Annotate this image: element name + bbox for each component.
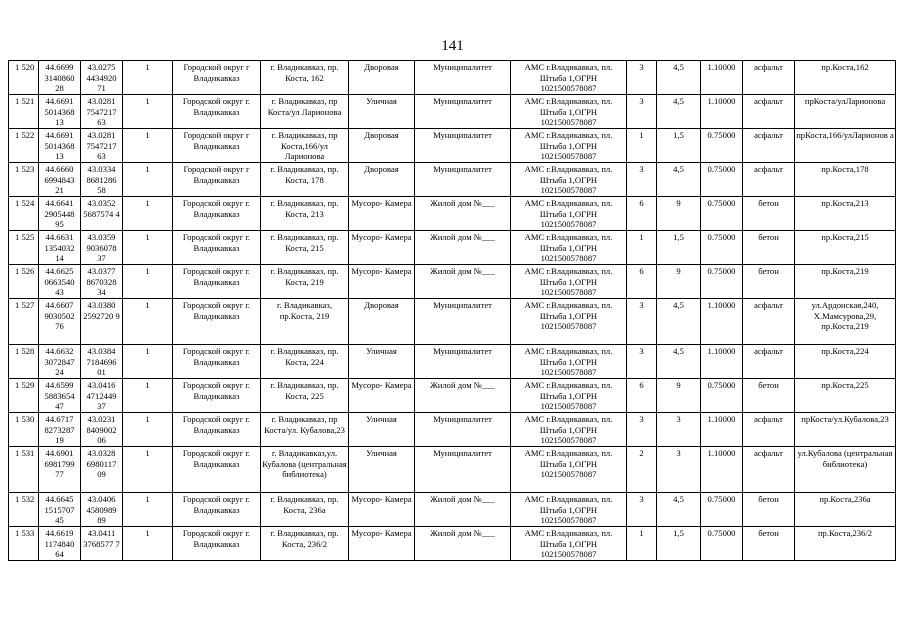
cell-owner: Жилой дом №___ (415, 379, 511, 413)
cell-c2: 1,5 (657, 129, 701, 163)
table-row (9, 95, 896, 129)
cell-admin: АМС г.Владикавказ, пл. Штыба 1,ОГРН 1021500578087 (511, 527, 627, 561)
cell-address: г. Владикавказ, пр Коста/ул Ларионова (261, 95, 349, 129)
table-row (9, 493, 896, 527)
cell-lon: 43.0281 7547217 63 (81, 129, 123, 163)
cell-c2: 4,5 (657, 61, 701, 95)
table-row (9, 265, 896, 299)
cell-admin: АМС г.Владикавказ, пл. Штыба 1,ОГРН 1021500578087 (511, 95, 627, 129)
cell-qty: 1 (123, 527, 173, 561)
cell-surface: бетон (743, 379, 795, 413)
cell-num: 1 527 (9, 299, 39, 345)
cell-ref: пр.Коста,225 (795, 379, 896, 413)
cell-lon: 43.0352 5687574 4 (81, 197, 123, 231)
cell-ref: пр.Коста,215 (795, 231, 896, 265)
cell-admin: АМС г.Владикавказ, пл. Штыба 1,ОГРН 1021500578087 (511, 299, 627, 345)
cell-owner: Жилой дом №___ (415, 197, 511, 231)
cell-admin: АМС г.Владикавказ, пл. Штыба 1,ОГРН 1021500578087 (511, 493, 627, 527)
cell-type: Дворовая (349, 129, 415, 163)
cell-admin: АМС г.Владикавказ, пл. Штыба 1,ОГРН 1021500578087 (511, 163, 627, 197)
cell-c3: 0.75000 (701, 129, 743, 163)
cell-qty: 1 (123, 413, 173, 447)
cell-district: Городской округ г. Владикавказ (173, 345, 261, 379)
cell-c2: 1,5 (657, 527, 701, 561)
cell-num: 1 526 (9, 265, 39, 299)
cell-lon: 43.0334 8681286 58 (81, 163, 123, 197)
cell-lat: 44.6660 6994843 21 (39, 163, 81, 197)
cell-qty: 1 (123, 493, 173, 527)
cell-surface: бетон (743, 197, 795, 231)
table-row (9, 299, 896, 345)
cell-address: г. Владикавказ, пр. Коста, 219 (261, 265, 349, 299)
cell-num: 1 524 (9, 197, 39, 231)
cell-c1: 3 (627, 345, 657, 379)
cell-address: г. Владикавказ, пр. Коста, 213 (261, 197, 349, 231)
cell-lat: 44.6631 1354032 14 (39, 231, 81, 265)
cell-lon: 43.0380 2592720 9 (81, 299, 123, 345)
cell-owner: Муниципалитет (415, 129, 511, 163)
cell-c1: 6 (627, 379, 657, 413)
cell-admin: АМС г.Владикавказ, пл. Штыба 1,ОГРН 1021500578087 (511, 379, 627, 413)
cell-owner: Жилой дом №___ (415, 527, 511, 561)
cell-surface: асфальт (743, 95, 795, 129)
cell-surface: асфальт (743, 413, 795, 447)
page-number: 141 (441, 38, 464, 54)
cell-c1: 2 (627, 447, 657, 493)
cell-num: 1 532 (9, 493, 39, 527)
cell-c3: 1.10000 (701, 345, 743, 379)
cell-qty: 1 (123, 163, 173, 197)
cell-num: 1 525 (9, 231, 39, 265)
cell-owner: Муниципалитет (415, 345, 511, 379)
cell-ref: ул.Ардонская,240, Х.Мамсурова,29, пр.Коста,219 (795, 299, 896, 345)
cell-surface: асфальт (743, 61, 795, 95)
cell-admin: АМС г.Владикавказ, пл. Штыба 1,ОГРН 1021500578087 (511, 345, 627, 379)
cell-c1: 1 (627, 527, 657, 561)
table-row (9, 61, 896, 95)
cell-lon: 43.0275 4434920 71 (81, 61, 123, 95)
cell-address: г. Владикавказ, пр. Коста, 224 (261, 345, 349, 379)
table-row (9, 345, 896, 379)
cell-c1: 3 (627, 299, 657, 345)
cell-surface: асфальт (743, 299, 795, 345)
cell-type: Дворовая (349, 163, 415, 197)
table-row (9, 129, 896, 163)
cell-qty: 1 (123, 61, 173, 95)
cell-lat: 44.6717 8273287 19 (39, 413, 81, 447)
cell-lat: 44.6632 3072847 24 (39, 345, 81, 379)
cell-ref: пр.Коста,219 (795, 265, 896, 299)
cell-c3: 1.10000 (701, 95, 743, 129)
cell-address: г. Владикавказ, пр.Коста, 219 (261, 299, 349, 345)
cell-c3: 1.10000 (701, 299, 743, 345)
cell-owner: Муниципалитет (415, 299, 511, 345)
cell-owner: Муниципалитет (415, 447, 511, 493)
cell-ref: пр.Коста,224 (795, 345, 896, 379)
cell-type: Мусоро- Камера (349, 493, 415, 527)
cell-type: Мусоро- Камера (349, 265, 415, 299)
cell-district: Городской округ г Владикавказ (173, 129, 261, 163)
cell-num: 1 530 (9, 413, 39, 447)
cell-address: г. Владикавказ, пр. Коста, 215 (261, 231, 349, 265)
table-row (9, 379, 896, 413)
cell-lat: 44.6625 0663540 43 (39, 265, 81, 299)
table-row (9, 413, 896, 447)
cell-address: г. Владикавказ, пр Коста/ул. Кубалова,23 (261, 413, 349, 447)
cell-type: Дворовая (349, 299, 415, 345)
cell-district: Городской округ г. Владикавказ (173, 413, 261, 447)
cell-lat: 44.6699 3140860 28 (39, 61, 81, 95)
cell-c3: 0.75000 (701, 379, 743, 413)
cell-ref: пр.Коста,236а (795, 493, 896, 527)
cell-lat: 44.6607 9030502 76 (39, 299, 81, 345)
cell-admin: АМС г.Владикавказ, пл. Штыба 1,ОГРН 1021500578087 (511, 447, 627, 493)
cell-surface: бетон (743, 527, 795, 561)
cell-district: Городской округ г Владикавказ (173, 163, 261, 197)
cell-type: Уличная (349, 95, 415, 129)
cell-ref: прКоста,166/улЛарионов а (795, 129, 896, 163)
cell-c3: 0.75000 (701, 231, 743, 265)
cell-c2: 3 (657, 447, 701, 493)
cell-owner: Жилой дом №___ (415, 493, 511, 527)
cell-address: г. Владикавказ, пр Коста,166/ул Ларионова (261, 129, 349, 163)
cell-owner: Жилой дом №___ (415, 265, 511, 299)
table-row (9, 527, 896, 561)
cell-num: 1 529 (9, 379, 39, 413)
cell-admin: АМС г.Владикавказ, пл. Штыба 1,ОГРН 1021500578087 (511, 61, 627, 95)
cell-type: Уличная (349, 413, 415, 447)
cell-qty: 1 (123, 345, 173, 379)
cell-ref: пр.Коста,213 (795, 197, 896, 231)
table-row (9, 447, 896, 493)
cell-ref: пр.Коста,178 (795, 163, 896, 197)
cell-qty: 1 (123, 265, 173, 299)
cell-qty: 1 (123, 129, 173, 163)
cell-lat: 44.6901 6981799 77 (39, 447, 81, 493)
cell-lat: 44.6691 5014368 13 (39, 95, 81, 129)
cell-lon: 43.0406 4580989 89 (81, 493, 123, 527)
cell-c1: 3 (627, 163, 657, 197)
registry-table (8, 60, 896, 561)
cell-ref: пр.Коста,162 (795, 61, 896, 95)
cell-c1: 1 (627, 231, 657, 265)
cell-qty: 1 (123, 95, 173, 129)
table-row (9, 231, 896, 265)
cell-c1: 6 (627, 197, 657, 231)
cell-c3: 0.75000 (701, 527, 743, 561)
cell-lat: 44.6641 2905448 95 (39, 197, 81, 231)
cell-owner: Муниципалитет (415, 413, 511, 447)
cell-admin: АМС г.Владикавказ, пл. Штыба 1,ОГРН 1021500578087 (511, 129, 627, 163)
cell-num: 1 523 (9, 163, 39, 197)
cell-district: Городской округ г. Владикавказ (173, 493, 261, 527)
cell-c2: 4,5 (657, 299, 701, 345)
table-row (9, 163, 896, 197)
cell-num: 1 528 (9, 345, 39, 379)
cell-c2: 9 (657, 197, 701, 231)
cell-ref: прКоста/ул.Кубалова,23 (795, 413, 896, 447)
cell-district: Городской округ г. Владикавказ (173, 265, 261, 299)
cell-c2: 9 (657, 379, 701, 413)
cell-lon: 43.0281 7547217 63 (81, 95, 123, 129)
cell-c2: 9 (657, 265, 701, 299)
cell-surface: асфальт (743, 129, 795, 163)
cell-num: 1 533 (9, 527, 39, 561)
cell-type: Уличная (349, 447, 415, 493)
cell-c3: 0.75000 (701, 197, 743, 231)
cell-address: г. Владикавказ, пр. Коста, 225 (261, 379, 349, 413)
cell-surface: асфальт (743, 345, 795, 379)
table-row (9, 197, 896, 231)
cell-lat: 44.6599 5883654 47 (39, 379, 81, 413)
cell-c2: 3 (657, 413, 701, 447)
cell-c3: 0.75000 (701, 163, 743, 197)
cell-lat: 44.6691 5014368 13 (39, 129, 81, 163)
cell-c2: 4,5 (657, 345, 701, 379)
cell-address: г. Владикавказ, пр. Коста, 178 (261, 163, 349, 197)
cell-c2: 4,5 (657, 163, 701, 197)
cell-address: г. Владикавказ, пр. Коста, 236/2 (261, 527, 349, 561)
cell-lon: 43.0411 3768577 7 (81, 527, 123, 561)
cell-owner: Муниципалитет (415, 95, 511, 129)
cell-owner: Жилой дом №___ (415, 231, 511, 265)
cell-type: Мусоро- Камера (349, 231, 415, 265)
cell-qty: 1 (123, 197, 173, 231)
cell-address: г. Владикавказ,ул. Кубалова (центральная библиотека) (261, 447, 349, 493)
cell-c1: 3 (627, 61, 657, 95)
cell-c1: 3 (627, 493, 657, 527)
cell-admin: АМС г.Владикавказ, пл. Штыба 1,ОГРН 1021500578087 (511, 413, 627, 447)
cell-surface: асфальт (743, 163, 795, 197)
cell-ref: ул.Кубалова (центральная библиотека) (795, 447, 896, 493)
cell-lon: 43.0416 4712449 37 (81, 379, 123, 413)
cell-surface: бетон (743, 231, 795, 265)
cell-type: Мусоро- Камера (349, 379, 415, 413)
cell-lon: 43.0231 8409002 06 (81, 413, 123, 447)
cell-c2: 4,5 (657, 493, 701, 527)
cell-type: Мусоро- Камера (349, 197, 415, 231)
cell-admin: АМС г.Владикавказ, пл. Штыба 1,ОГРН 1021500578087 (511, 265, 627, 299)
cell-lon: 43.0384 7184696 01 (81, 345, 123, 379)
cell-address: г. Владикавказ, пр. Коста, 236а (261, 493, 349, 527)
cell-num: 1 522 (9, 129, 39, 163)
cell-lon: 43.0359 9036078 37 (81, 231, 123, 265)
cell-lat: 44.6619 1174840 64 (39, 527, 81, 561)
cell-num: 1 521 (9, 95, 39, 129)
cell-lon: 43.0377 8670328 34 (81, 265, 123, 299)
cell-district: Городской округ г. Владикавказ (173, 95, 261, 129)
cell-owner: Муниципалитет (415, 61, 511, 95)
cell-district: Городской округ г. Владикавказ (173, 299, 261, 345)
cell-qty: 1 (123, 447, 173, 493)
cell-lat: 44.6645 1515707 45 (39, 493, 81, 527)
cell-c2: 1,5 (657, 231, 701, 265)
cell-c3: 0.75000 (701, 265, 743, 299)
cell-ref: прКоста/улЛарионова (795, 95, 896, 129)
cell-owner: Муниципалитет (415, 163, 511, 197)
cell-c3: 1.10000 (701, 61, 743, 95)
cell-district: Городской округ г. Владикавказ (173, 447, 261, 493)
cell-type: Уличная (349, 345, 415, 379)
cell-district: Городской округ г. Владикавказ (173, 231, 261, 265)
cell-qty: 1 (123, 299, 173, 345)
cell-type: Мусоро- Камера (349, 527, 415, 561)
cell-c1: 3 (627, 95, 657, 129)
cell-surface: бетон (743, 265, 795, 299)
cell-c1: 3 (627, 413, 657, 447)
cell-district: Городской округ г. Владикавказ (173, 197, 261, 231)
cell-address: г. Владикавказ, пр. Коста, 162 (261, 61, 349, 95)
cell-ref: пр.Коста,236/2 (795, 527, 896, 561)
cell-lon: 43.0328 6980117 09 (81, 447, 123, 493)
cell-c2: 4,5 (657, 95, 701, 129)
cell-c1: 6 (627, 265, 657, 299)
cell-district: Городской округ г. Владикавказ (173, 379, 261, 413)
cell-c3: 1.10000 (701, 413, 743, 447)
cell-c3: 0.75000 (701, 493, 743, 527)
cell-surface: бетон (743, 493, 795, 527)
cell-c1: 1 (627, 129, 657, 163)
cell-type: Дворовая (349, 61, 415, 95)
cell-qty: 1 (123, 231, 173, 265)
cell-num: 1 520 (9, 61, 39, 95)
cell-admin: АМС г.Владикавказ, пл. Штыба 1,ОГРН 1021500578087 (511, 231, 627, 265)
cell-c3: 1.10000 (701, 447, 743, 493)
cell-district: Городской округ г. Владикавказ (173, 527, 261, 561)
cell-surface: асфальт (743, 447, 795, 493)
cell-admin: АМС г.Владикавказ, пл. Штыба 1,ОГРН 1021500578087 (511, 197, 627, 231)
cell-district: Городской округ г Владикавказ (173, 61, 261, 95)
cell-qty: 1 (123, 379, 173, 413)
cell-num: 1 531 (9, 447, 39, 493)
